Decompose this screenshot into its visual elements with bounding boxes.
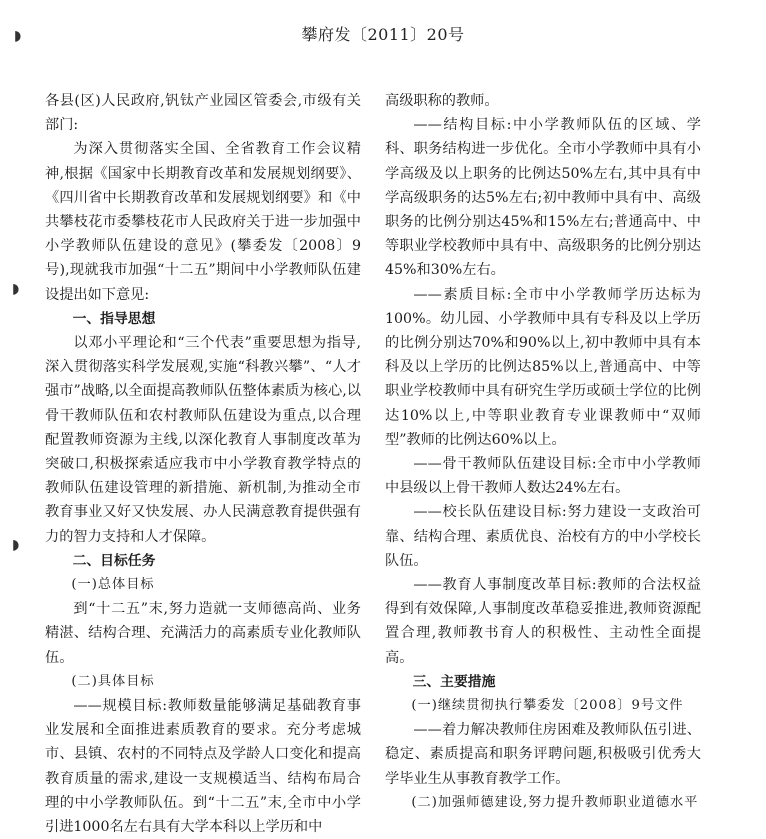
subheading-measure-1: (一)继续贯彻执行攀委发〔2008〕9号文件 (411, 698, 684, 714)
guiding-ideology-paragraph: 以邓小平理论和“三个代表”重要思想为指导,深入贯彻落实科学发展观,实施“科教兴攀”、“人才强市”战略,以全面提高教师队伍整体素质为核心,以骨干教师队伍和农村教师队伍建设为重点,以合理配置教师资源为主线,以深化教育人事制度改革为突破口,积极探索适应我市中小学教育教学特点的教师队伍建设管理的新措施、新机制,为推动全市教育事业又好又快发展、办人民满意教育提供强有力的智力支持和人才保障。 (45, 335, 361, 545)
scale-goal-paragraph: ——规模目标:教师数量能够满足基础教育事业发展和全面推进素质教育的要求。充分考虑城市、县镇、农村的不同特点及学龄人口变化和提高教育质量的需求,建设一支规模适当、结构布局合理的中小学教师队伍。到“十二五”末,全市中小学引进1000名左右具有大学本科以上学历和中 (45, 698, 361, 836)
personnel-goal-paragraph: ——教育人事制度改革目标:教师的合法权益得到有效保障,人事制度改革稳妥推进,教师资源配置合理,教师教书育人的积极性、主动性全面提高。 (385, 577, 701, 666)
document-number: 攀府发〔2011〕20号 (301, 25, 465, 44)
section-heading-guiding-ideology: 一、指导思想 (72, 310, 156, 327)
measure-1-paragraph: ——着力解决教师住房困难及教师队伍引进、稳定、素质提高和职务评聘问题,积极吸引优秀大学毕业生从事教育教学工作。 (385, 722, 701, 787)
subheading-specific-goals: (二)具体目标 (71, 673, 155, 689)
binding-hole-mark: ◗ (14, 28, 22, 44)
intro-paragraph: 为深入贯彻落实全国、全省教育工作会议精神,根据《国家中长期教育改革和发展规划纲要》、《四川省中长期教育改革和发展规划纲要》和《中共攀枝花市委攀枝花市人民政府关于进一步加强中小学教师队伍建设的意见》(攀委发〔2008〕9号),现就我市加强“十二五”期间中小学教师队伍建设提出如下意见: (45, 141, 361, 303)
overall-goal-paragraph: 到“十二五”末,努力造就一支师德高尚、业务精湛、结构合理、充满活力的高素质专业化教师队伍。 (45, 601, 361, 666)
left-column (45, 89, 361, 839)
binding-hole-mark: ◗ (12, 281, 20, 297)
subheading-measure-2: (二)加强师德建设,努力提升教师职业道德水平 (411, 794, 699, 810)
principal-goal-paragraph: ——校长队伍建设目标:努力建设一支政治可靠、结构合理、素质优良、治校有方的中小学校长队伍。 (385, 504, 701, 569)
backbone-goal-paragraph: ——骨干教师队伍建设目标:全市中小学教师中县级以上骨干教师人数达24%左右。 (385, 456, 701, 497)
section-heading-main-measures: 三、主要措施 (412, 673, 496, 690)
subheading-overall-goal: (一)总体目标 (71, 577, 155, 593)
structure-goal-paragraph: ——结构目标:中小学教师队伍的区域、学科、职务结构进一步优化。全市小学教师中具有小学高级及以上职务的比例达50%左右,其中具有中学高级职务的达5%左右;初中教师中具有中、高级职务的比例分别达45%和15%左右;普通高中、中等职业学校教师中具有中、高级职务的比例分别达45%和30%左右。 (385, 117, 701, 279)
binding-hole-mark: ◗ (12, 537, 20, 553)
right-column (385, 89, 701, 815)
continuation-text: 高级职称的教师。 (385, 93, 499, 109)
quality-goal-paragraph: ——素质目标:全市中小学教师学历达标为100%。幼儿园、小学教师中具有专科及以上学历的比例分别达70%和90%以上,初中教师中具有本科及以上学历的比例达85%以上,普通高中、中等职业学校教师中具有研究生学历或硕士学位的比例达10%以上,中等职业教育专业课教师中“双师型”教师的比例达60%以上。 (385, 286, 701, 448)
addressee: 各县(区)人民政府,钒钛产业园区管委会,市级有关部门: (45, 93, 361, 134)
section-heading-goals: 二、目标任务 (72, 552, 156, 569)
